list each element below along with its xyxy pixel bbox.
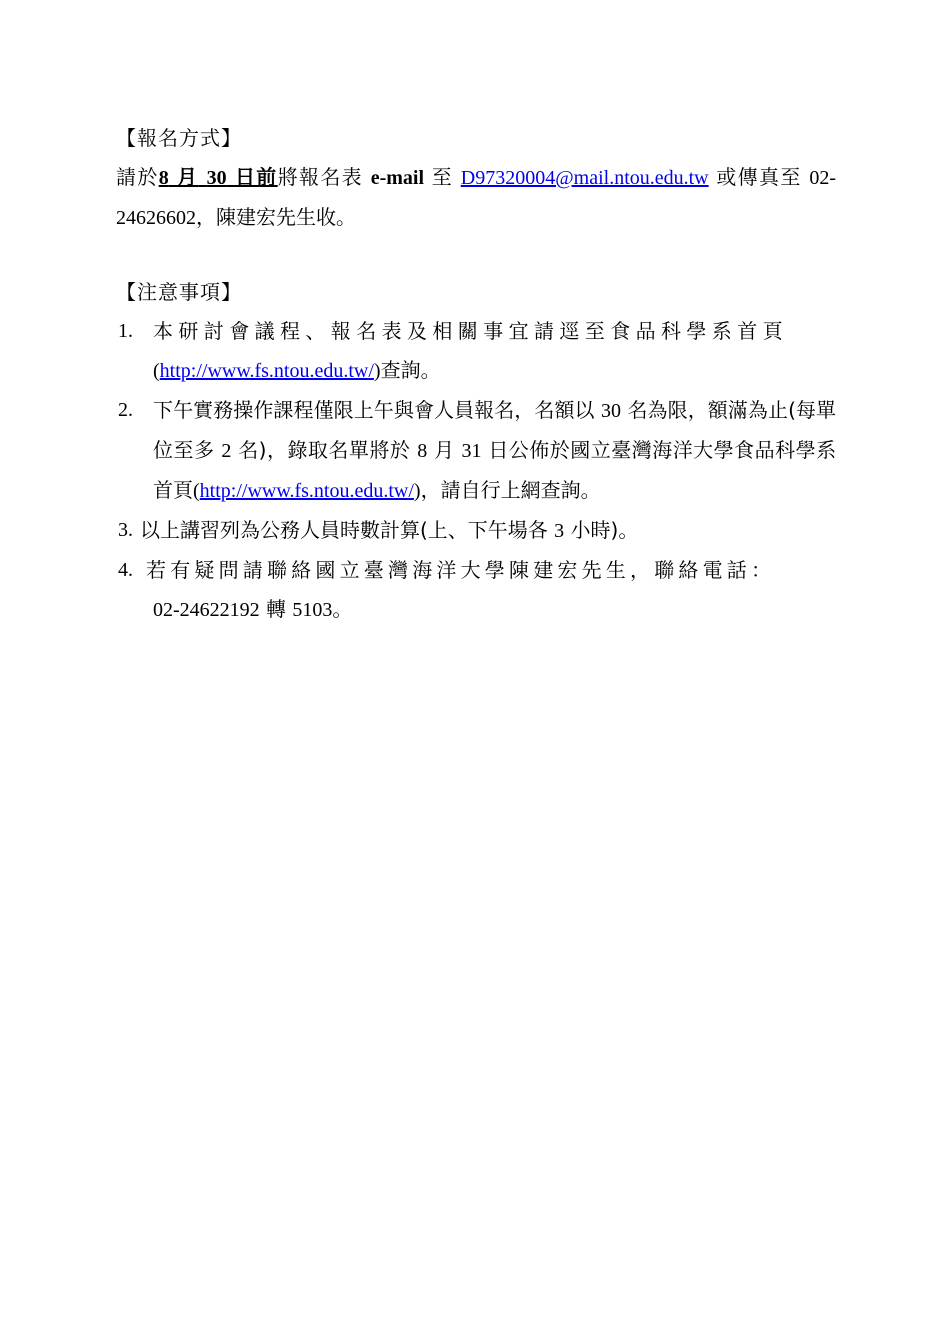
deadline-number-1: 8 — [158, 167, 169, 189]
fax-number: 02-24626602 — [116, 167, 837, 229]
deadline-number-2: 30 — [206, 167, 227, 189]
note-number: 2. — [118, 399, 133, 421]
note-3-text-b: (上、下午場各 — [420, 518, 548, 542]
note-2-text-a: 下午實務操作課程僅限上午與會人員報名，名額以 — [153, 398, 595, 422]
note-2-text-g: ，請自行上網查詢。 — [420, 478, 601, 502]
notes-list — [116, 312, 836, 630]
note-3-text-c: 小時)。 — [570, 518, 639, 542]
note-1-text-a: 本研討會議程、報名表及相關事宜請逕至食品科學系首頁 — [153, 319, 788, 343]
note-2-day: 31 — [461, 440, 482, 462]
note-number: 1. — [118, 320, 133, 342]
registration-to: 至 — [431, 165, 454, 189]
email-word: e-mail — [370, 167, 425, 189]
contact-extension: 5103 — [292, 599, 333, 621]
registration-paragraph — [116, 158, 836, 238]
note-4-text-b: 轉 — [266, 597, 287, 621]
paren-close: ) — [413, 480, 421, 502]
note-3-hours: 3 — [554, 520, 565, 542]
fax-text: 或傳真至 — [716, 165, 802, 189]
note-item-1 — [116, 312, 836, 391]
note-number: 3. — [118, 519, 133, 541]
fs-homepage-link[interactable]: http://www.fs.ntou.edu.tw/ — [159, 360, 374, 382]
deadline-month: 月 — [177, 165, 199, 189]
registration-heading: 【報名方式】 — [116, 126, 242, 150]
paren-open: ( — [153, 360, 160, 382]
note-text-continued — [153, 590, 836, 630]
note-item-4 — [116, 551, 836, 630]
note-text — [153, 312, 836, 351]
note-2-quota: 30 — [601, 400, 622, 422]
note-item-2 — [116, 391, 836, 511]
note-3-text-a: 以上講習列為公務人員時數計算 — [140, 518, 420, 542]
fs-homepage-link[interactable]: http://www.fs.ntou.edu.tw/ — [199, 480, 414, 502]
note-2-month: 8 — [417, 440, 428, 462]
note-text-continued — [153, 351, 836, 391]
note-2-text-c: (每單位至多 — [153, 398, 837, 462]
note-text — [146, 551, 836, 590]
note-4-text-a: 若有疑問請聯絡國立臺灣海洋大學陳建宏先生，聯絡電話： — [146, 558, 776, 582]
registration-deadline — [159, 165, 278, 189]
note-2-text-d: 名)，錄取名單將於 — [238, 438, 411, 462]
note-item-3 — [116, 511, 836, 551]
deadline-suffix: 日前 — [234, 165, 278, 189]
note-2-text-e: 月 — [434, 438, 455, 462]
note-text — [140, 511, 836, 551]
note-text — [138, 391, 836, 511]
notes-heading: 【注意事項】 — [116, 280, 242, 304]
note-2-per-unit: 2 — [221, 440, 232, 462]
email-link[interactable]: D97320004@mail.ntou.edu.tw — [460, 167, 709, 189]
note-number: 4. — [118, 559, 133, 581]
contact-phone: 02-24622192 — [153, 599, 260, 621]
paren-open: ( — [193, 480, 200, 502]
note-2-text-b: 名為限，額滿為止 — [627, 398, 789, 422]
note-2-text-f: 日公佈於國立臺灣海洋大學食品科學系首頁 — [153, 438, 837, 502]
recipient-text: ，陳建宏先生收。 — [196, 205, 356, 229]
note-1-text-b: 查詢。 — [380, 358, 441, 382]
paren-close: ) — [373, 360, 381, 382]
registration-middle: 將報名表 — [277, 165, 364, 189]
notes-section — [116, 273, 836, 630]
registration-prefix: 請於 — [116, 165, 159, 189]
note-4-text-c: 。 — [332, 597, 353, 621]
registration-section — [116, 119, 836, 238]
